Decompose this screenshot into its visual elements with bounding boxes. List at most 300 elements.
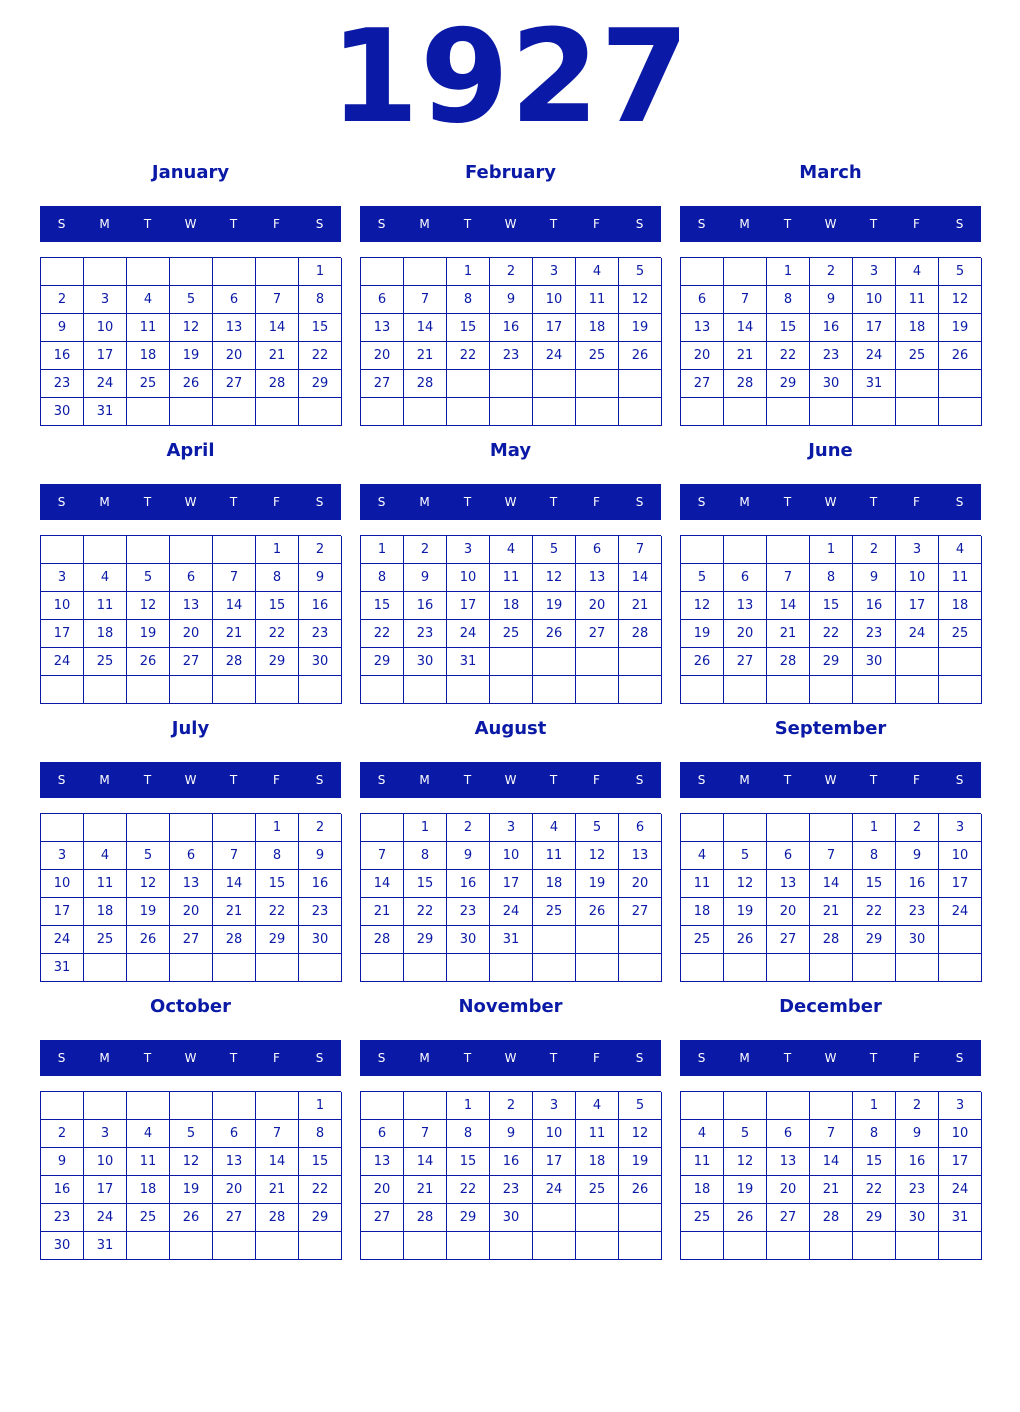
day-cell: 21 [810, 1176, 853, 1204]
day-cell: 24 [447, 620, 490, 648]
day-cell [41, 258, 84, 286]
weekday-label: T [229, 495, 238, 509]
day-cell: 15 [404, 870, 447, 898]
weekday-label: S [57, 495, 66, 509]
weekday-label: S [635, 1051, 644, 1065]
day-cell: 29 [256, 926, 299, 954]
day-cell: 21 [256, 1176, 299, 1204]
day-cell: 10 [533, 1120, 576, 1148]
day-cell: 12 [619, 1120, 662, 1148]
day-cell [256, 676, 299, 704]
day-cell: 11 [533, 842, 576, 870]
day-cell: 13 [681, 314, 724, 342]
day-cell [939, 370, 982, 398]
day-cell: 8 [256, 842, 299, 870]
day-cell: 5 [533, 536, 576, 564]
day-cell: 24 [41, 926, 84, 954]
day-grid [680, 535, 981, 704]
day-cell [127, 814, 170, 842]
day-cell: 30 [41, 1232, 84, 1260]
day-cell: 19 [619, 314, 662, 342]
weekday-label: F [273, 217, 280, 231]
day-cell: 7 [810, 1120, 853, 1148]
day-cell: 13 [170, 592, 213, 620]
weekday-label: T [463, 495, 472, 509]
day-grid [360, 257, 661, 426]
day-cell [256, 258, 299, 286]
day-cell: 31 [939, 1204, 982, 1232]
day-cell: 26 [619, 1176, 662, 1204]
weekday-label: W [824, 495, 837, 509]
day-cell: 8 [853, 842, 896, 870]
day-cell: 2 [41, 286, 84, 314]
day-cell: 3 [533, 258, 576, 286]
weekday-label: F [593, 495, 600, 509]
weekday-label: T [869, 1051, 878, 1065]
day-cell: 26 [724, 926, 767, 954]
day-cell [170, 1092, 213, 1120]
day-cell: 10 [447, 564, 490, 592]
day-cell [41, 536, 84, 564]
day-cell: 5 [681, 564, 724, 592]
weekday-label: T [783, 773, 792, 787]
day-cell: 19 [724, 898, 767, 926]
day-cell: 1 [299, 258, 342, 286]
day-cell: 6 [576, 536, 619, 564]
day-cell: 29 [404, 926, 447, 954]
day-cell: 13 [619, 842, 662, 870]
day-cell: 25 [533, 898, 576, 926]
day-cell: 1 [256, 814, 299, 842]
day-cell [533, 370, 576, 398]
day-cell: 19 [939, 314, 982, 342]
day-cell: 1 [404, 814, 447, 842]
day-cell: 11 [939, 564, 982, 592]
day-cell: 17 [41, 620, 84, 648]
day-cell: 24 [533, 1176, 576, 1204]
day-cell [853, 398, 896, 426]
day-cell: 28 [619, 620, 662, 648]
day-cell: 28 [256, 1204, 299, 1232]
day-cell: 19 [576, 870, 619, 898]
month-name: February [464, 162, 557, 183]
day-cell: 10 [490, 842, 533, 870]
day-cell: 14 [213, 870, 256, 898]
day-cell [619, 676, 662, 704]
day-cell [490, 954, 533, 982]
day-cell: 31 [41, 954, 84, 982]
weekday-label: W [824, 773, 837, 787]
day-cell: 3 [41, 564, 84, 592]
day-cell: 16 [299, 592, 342, 620]
day-cell [447, 676, 490, 704]
weekday-label: F [593, 1051, 600, 1065]
day-cell: 29 [853, 926, 896, 954]
day-cell [619, 1204, 662, 1232]
day-cell: 14 [404, 314, 447, 342]
day-cell: 23 [896, 898, 939, 926]
weekday-header [360, 762, 661, 798]
day-grid [360, 813, 661, 982]
day-cell [939, 398, 982, 426]
day-cell: 6 [361, 286, 404, 314]
day-cell: 20 [724, 620, 767, 648]
weekday-label: S [57, 773, 66, 787]
day-cell: 25 [896, 342, 939, 370]
day-cell: 8 [447, 286, 490, 314]
day-cell: 15 [853, 870, 896, 898]
day-cell: 25 [681, 926, 724, 954]
day-cell [127, 536, 170, 564]
day-cell: 22 [299, 342, 342, 370]
day-cell [619, 1232, 662, 1260]
day-cell [361, 1092, 404, 1120]
day-cell: 21 [619, 592, 662, 620]
day-cell [170, 954, 213, 982]
day-cell: 14 [213, 592, 256, 620]
day-cell [256, 398, 299, 426]
day-cell [213, 536, 256, 564]
day-cell [810, 1092, 853, 1120]
day-cell: 26 [619, 342, 662, 370]
day-cell [533, 676, 576, 704]
day-cell: 30 [810, 370, 853, 398]
day-cell: 7 [810, 842, 853, 870]
day-cell: 27 [170, 926, 213, 954]
day-cell: 16 [490, 1148, 533, 1176]
weekday-label: M [739, 495, 750, 509]
day-cell: 19 [127, 898, 170, 926]
day-cell: 9 [490, 1120, 533, 1148]
day-grid [360, 1091, 661, 1260]
weekday-label: F [593, 773, 600, 787]
day-cell: 28 [810, 1204, 853, 1232]
day-cell [361, 258, 404, 286]
day-cell: 23 [810, 342, 853, 370]
day-cell: 7 [256, 1120, 299, 1148]
day-cell: 11 [84, 870, 127, 898]
weekday-label: S [697, 495, 706, 509]
day-cell: 16 [299, 870, 342, 898]
day-cell: 22 [810, 620, 853, 648]
day-cell: 3 [533, 1092, 576, 1120]
day-cell [576, 648, 619, 676]
month-name: July [171, 718, 210, 739]
day-cell: 4 [939, 536, 982, 564]
day-cell: 2 [896, 814, 939, 842]
day-cell [213, 258, 256, 286]
day-cell [404, 258, 447, 286]
day-cell: 21 [810, 898, 853, 926]
day-cell: 4 [681, 842, 724, 870]
day-cell [447, 370, 490, 398]
day-cell: 23 [896, 1176, 939, 1204]
day-cell: 2 [810, 258, 853, 286]
month-name: December [779, 996, 882, 1017]
day-cell: 17 [533, 314, 576, 342]
day-cell: 6 [361, 1120, 404, 1148]
day-grid [680, 1091, 981, 1260]
day-cell: 15 [810, 592, 853, 620]
day-cell: 18 [127, 1176, 170, 1204]
weekday-label: T [783, 495, 792, 509]
day-cell [681, 536, 724, 564]
weekday-label: T [869, 773, 878, 787]
day-cell: 16 [896, 1148, 939, 1176]
weekday-label: W [504, 495, 517, 509]
day-cell: 4 [127, 286, 170, 314]
day-cell: 19 [170, 342, 213, 370]
weekday-label: T [783, 1051, 792, 1065]
day-cell: 10 [939, 842, 982, 870]
month-9 [680, 712, 981, 982]
day-cell: 9 [299, 564, 342, 592]
day-cell [170, 676, 213, 704]
month-8 [360, 712, 661, 982]
day-cell: 17 [533, 1148, 576, 1176]
day-cell [127, 954, 170, 982]
day-cell: 17 [896, 592, 939, 620]
day-cell: 31 [447, 648, 490, 676]
day-cell: 12 [576, 842, 619, 870]
day-cell: 29 [361, 648, 404, 676]
day-cell: 26 [170, 1204, 213, 1232]
day-cell: 25 [84, 926, 127, 954]
day-grid [360, 535, 661, 704]
day-cell: 12 [939, 286, 982, 314]
weekday-label: F [273, 773, 280, 787]
day-cell [681, 398, 724, 426]
weekday-label: F [913, 773, 920, 787]
weekday-label: M [419, 217, 430, 231]
day-cell: 11 [681, 1148, 724, 1176]
day-cell [939, 1232, 982, 1260]
day-cell: 17 [939, 1148, 982, 1176]
weekday-label: W [824, 1051, 837, 1065]
day-cell: 18 [84, 898, 127, 926]
day-cell: 6 [767, 842, 810, 870]
day-cell: 24 [853, 342, 896, 370]
weekday-header [680, 1040, 981, 1076]
day-cell [170, 536, 213, 564]
weekday-label: S [315, 217, 324, 231]
weekday-label: M [99, 773, 110, 787]
day-cell [256, 954, 299, 982]
day-cell: 28 [404, 1204, 447, 1232]
day-cell: 12 [724, 870, 767, 898]
day-cell: 20 [213, 342, 256, 370]
day-cell: 4 [896, 258, 939, 286]
weekday-header [360, 1040, 661, 1076]
weekday-label: T [549, 217, 558, 231]
day-cell: 30 [447, 926, 490, 954]
day-cell: 27 [576, 620, 619, 648]
day-cell: 17 [84, 342, 127, 370]
day-cell: 7 [724, 286, 767, 314]
day-cell: 27 [681, 370, 724, 398]
day-cell [404, 954, 447, 982]
weekday-label: S [635, 217, 644, 231]
weekday-label: M [739, 1051, 750, 1065]
day-cell: 30 [404, 648, 447, 676]
day-cell: 14 [810, 870, 853, 898]
day-cell [299, 676, 342, 704]
day-cell: 29 [767, 370, 810, 398]
day-cell: 10 [533, 286, 576, 314]
day-cell [619, 370, 662, 398]
day-cell: 31 [84, 1232, 127, 1260]
day-cell: 12 [170, 1148, 213, 1176]
day-cell: 30 [490, 1204, 533, 1232]
month-name: June [808, 440, 853, 461]
day-cell: 1 [299, 1092, 342, 1120]
month-name: October [150, 996, 231, 1017]
weekday-label: T [143, 495, 152, 509]
day-cell [213, 398, 256, 426]
day-cell [404, 1092, 447, 1120]
weekday-label: S [697, 1051, 706, 1065]
day-cell: 8 [299, 286, 342, 314]
day-cell: 15 [447, 1148, 490, 1176]
month-11 [360, 990, 661, 1260]
day-cell: 13 [576, 564, 619, 592]
weekday-label: T [463, 1051, 472, 1065]
day-cell: 25 [127, 1204, 170, 1232]
day-cell [170, 1232, 213, 1260]
day-cell: 16 [41, 342, 84, 370]
day-cell: 14 [619, 564, 662, 592]
weekday-label: F [273, 1051, 280, 1065]
weekday-label: W [184, 1051, 197, 1065]
day-cell: 13 [767, 870, 810, 898]
day-cell: 5 [619, 1092, 662, 1120]
weekday-header [40, 484, 341, 520]
weekday-label: S [635, 773, 644, 787]
weekday-header [40, 206, 341, 242]
day-cell [853, 1232, 896, 1260]
day-cell: 4 [84, 842, 127, 870]
weekday-label: T [229, 217, 238, 231]
day-cell: 27 [724, 648, 767, 676]
weekday-label: S [377, 217, 386, 231]
day-cell: 12 [170, 314, 213, 342]
day-cell: 2 [853, 536, 896, 564]
day-cell: 29 [256, 648, 299, 676]
day-cell [619, 398, 662, 426]
day-cell [533, 954, 576, 982]
day-cell: 27 [619, 898, 662, 926]
day-cell: 23 [41, 370, 84, 398]
day-cell: 16 [490, 314, 533, 342]
day-cell: 18 [84, 620, 127, 648]
day-cell: 4 [576, 258, 619, 286]
day-cell: 2 [490, 1092, 533, 1120]
day-cell: 10 [41, 870, 84, 898]
weekday-label: M [99, 217, 110, 231]
day-cell [681, 1232, 724, 1260]
month-name: November [458, 996, 563, 1017]
day-cell: 26 [724, 1204, 767, 1232]
day-cell: 29 [447, 1204, 490, 1232]
day-cell: 19 [170, 1176, 213, 1204]
day-cell: 28 [213, 926, 256, 954]
weekday-label: F [913, 495, 920, 509]
day-cell [681, 1092, 724, 1120]
day-cell: 25 [576, 1176, 619, 1204]
day-cell: 10 [896, 564, 939, 592]
weekday-label: T [143, 1051, 152, 1065]
day-cell [724, 676, 767, 704]
day-grid [40, 535, 341, 704]
day-cell [619, 954, 662, 982]
day-cell: 23 [490, 342, 533, 370]
day-cell: 26 [576, 898, 619, 926]
day-cell [404, 676, 447, 704]
day-cell: 27 [361, 1204, 404, 1232]
day-cell: 30 [299, 926, 342, 954]
day-cell: 26 [170, 370, 213, 398]
day-cell: 30 [896, 1204, 939, 1232]
day-cell: 20 [767, 898, 810, 926]
weekday-label: M [99, 495, 110, 509]
day-cell [84, 814, 127, 842]
day-cell: 26 [127, 926, 170, 954]
day-cell [299, 398, 342, 426]
day-cell: 6 [681, 286, 724, 314]
day-cell [896, 648, 939, 676]
day-cell: 23 [299, 620, 342, 648]
weekday-header [680, 206, 981, 242]
day-cell: 22 [767, 342, 810, 370]
day-cell: 22 [256, 620, 299, 648]
day-cell: 9 [810, 286, 853, 314]
day-cell [41, 676, 84, 704]
day-cell: 9 [299, 842, 342, 870]
day-cell: 25 [490, 620, 533, 648]
day-cell [576, 1204, 619, 1232]
day-cell [576, 954, 619, 982]
day-cell [724, 398, 767, 426]
day-cell [84, 536, 127, 564]
day-cell: 29 [299, 370, 342, 398]
day-cell [767, 814, 810, 842]
day-cell [84, 258, 127, 286]
day-cell: 27 [213, 1204, 256, 1232]
day-cell: 31 [853, 370, 896, 398]
day-cell [853, 676, 896, 704]
day-cell: 26 [681, 648, 724, 676]
day-cell [576, 676, 619, 704]
day-cell: 31 [84, 398, 127, 426]
day-cell: 7 [404, 286, 447, 314]
day-cell: 19 [533, 592, 576, 620]
day-cell [853, 954, 896, 982]
weekday-label: S [315, 1051, 324, 1065]
day-cell: 21 [213, 620, 256, 648]
day-cell: 11 [681, 870, 724, 898]
day-cell: 6 [767, 1120, 810, 1148]
day-cell: 31 [490, 926, 533, 954]
day-cell: 8 [447, 1120, 490, 1148]
day-cell: 10 [41, 592, 84, 620]
day-cell: 7 [361, 842, 404, 870]
day-cell: 21 [361, 898, 404, 926]
day-cell [576, 398, 619, 426]
day-cell: 23 [447, 898, 490, 926]
day-cell: 20 [361, 1176, 404, 1204]
month-name: April [166, 440, 215, 461]
day-cell: 24 [939, 1176, 982, 1204]
